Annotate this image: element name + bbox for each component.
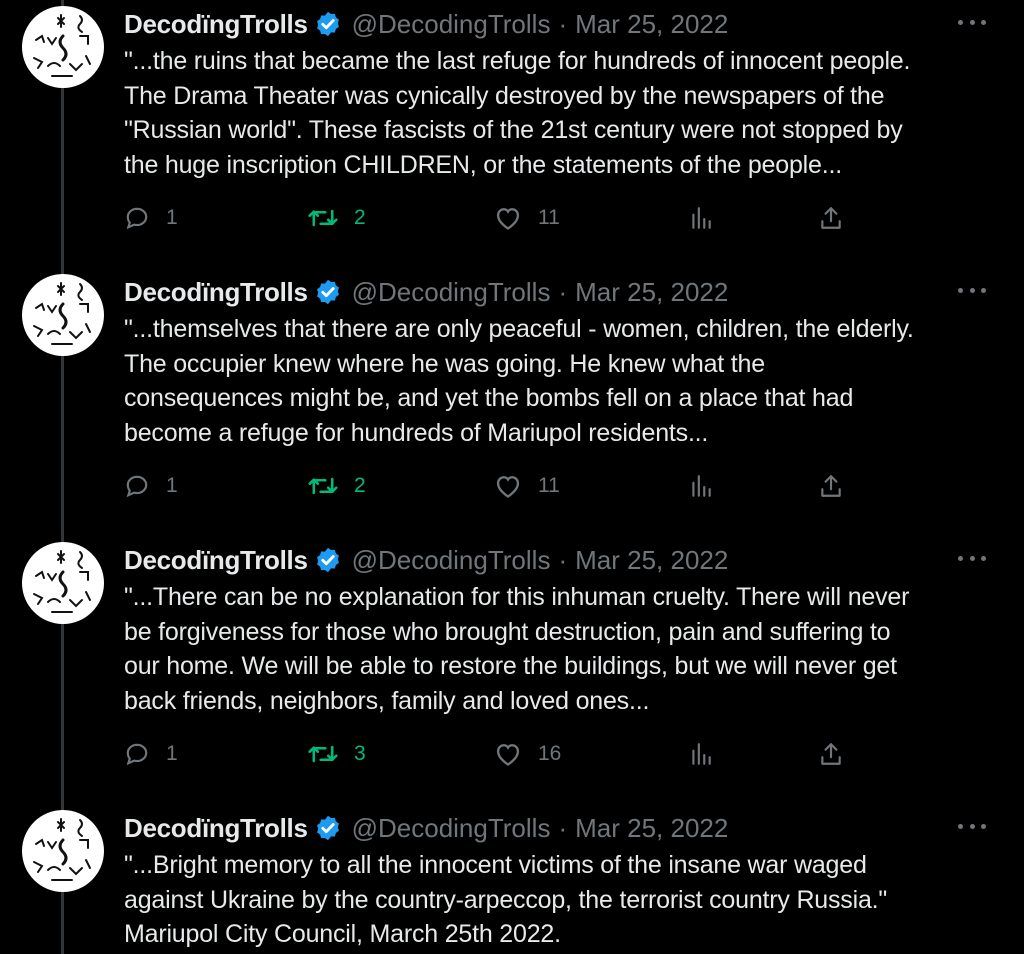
retweet-button[interactable] bbox=[308, 198, 366, 238]
tweet-header bbox=[124, 542, 728, 578]
reply-button[interactable] bbox=[124, 466, 178, 506]
share-button[interactable] bbox=[818, 734, 860, 774]
tweet-date[interactable]: Mar 25, 2022 bbox=[575, 8, 729, 39]
separator-dot: · bbox=[558, 544, 568, 575]
views-button[interactable] bbox=[688, 466, 730, 506]
more-options-icon[interactable] bbox=[958, 814, 986, 838]
tweet-date[interactable]: Mar 25, 2022 bbox=[575, 544, 729, 575]
retweet-icon bbox=[308, 473, 338, 499]
avatar[interactable] bbox=[22, 810, 104, 892]
like-button[interactable] bbox=[494, 198, 560, 238]
separator-dot: · bbox=[558, 8, 568, 39]
views-icon bbox=[688, 205, 714, 231]
display-name[interactable]: DecodïngTrolls bbox=[124, 8, 308, 39]
views-icon bbox=[688, 741, 714, 767]
avatar[interactable] bbox=[22, 542, 104, 624]
reply-count: 1 bbox=[166, 474, 178, 497]
tweet-text: "...the ruins that became the last refuge for hundreds of innocent people. The Drama Theater was cynically destroyed by the newspapers of the "Russian world". These fascists of the 21st century were not stopped by the huge inscription CHILDREN, or the statements of the people... bbox=[124, 47, 911, 179]
reply-icon bbox=[124, 741, 150, 767]
avatar-glyphs-image bbox=[22, 6, 104, 88]
separator-dot: · bbox=[558, 276, 568, 307]
avatar-glyphs-image bbox=[22, 274, 104, 356]
share-button[interactable] bbox=[818, 466, 860, 506]
handle[interactable]: @DecodingTrolls bbox=[351, 812, 551, 843]
tweet-date[interactable]: Mar 25, 2022 bbox=[575, 276, 729, 307]
like-button[interactable] bbox=[494, 734, 561, 774]
retweet-button[interactable] bbox=[308, 734, 366, 774]
tweet-date[interactable]: Mar 25, 2022 bbox=[575, 812, 729, 843]
more-options-icon[interactable] bbox=[958, 278, 986, 302]
tweet-actions bbox=[124, 734, 864, 774]
share-icon bbox=[818, 205, 844, 231]
reply-count: 1 bbox=[166, 206, 178, 229]
reply-count: 1 bbox=[166, 742, 178, 765]
views-icon bbox=[688, 473, 714, 499]
retweet-count: 2 bbox=[354, 206, 366, 229]
share-button[interactable] bbox=[818, 198, 860, 238]
display-name[interactable]: DecodïngTrolls bbox=[124, 276, 308, 307]
avatar[interactable] bbox=[22, 6, 104, 88]
reply-button[interactable] bbox=[124, 198, 178, 238]
tweet-actions bbox=[124, 466, 864, 506]
retweet-icon bbox=[308, 741, 338, 767]
tweet-text: "...themselves that there are only peaceful - women, children, the elderly. The occupier knew where he was going. He knew what the consequences might be, and yet the bombs fell on a place that had become a refuge for hundreds of Mariupol residents... bbox=[124, 315, 914, 447]
heart-icon bbox=[494, 741, 522, 767]
heart-icon bbox=[494, 205, 522, 231]
like-count: 11 bbox=[538, 206, 560, 229]
reply-icon bbox=[124, 205, 150, 231]
more-options-icon[interactable] bbox=[958, 546, 986, 570]
tweet-text: "...Bright memory to all the innocent victims of the insane war waged against Ukraine by the country-arpeccop, the terrorist country Russia." Mariupol City Council, March 25th 2022. bbox=[124, 851, 888, 948]
tweet[interactable] bbox=[0, 268, 1024, 536]
tweet-actions bbox=[124, 198, 864, 238]
tweet-text: "...There can be no explanation for this inhuman cruelty. There will never be forgiveness for those who brought destruction, pain and suffering to our home. We will be able to restore the buildings, but we will never get back friends, neighbors, family and loved ones... bbox=[124, 583, 910, 715]
tweet-header bbox=[124, 810, 728, 846]
verified-badge-icon bbox=[314, 546, 342, 574]
share-icon bbox=[818, 473, 844, 499]
display-name[interactable]: DecodïngTrolls bbox=[124, 544, 308, 575]
retweet-count: 3 bbox=[354, 742, 366, 765]
like-button[interactable] bbox=[494, 466, 560, 506]
like-count: 16 bbox=[538, 742, 562, 765]
retweet-button[interactable] bbox=[308, 466, 366, 506]
display-name[interactable]: DecodïngTrolls bbox=[124, 812, 308, 843]
verified-badge-icon bbox=[314, 814, 342, 842]
more-options-icon[interactable] bbox=[958, 10, 986, 34]
reply-button[interactable] bbox=[124, 734, 178, 774]
handle[interactable]: @DecodingTrolls bbox=[351, 276, 551, 307]
avatar-glyphs-image bbox=[22, 542, 104, 624]
tweet-header bbox=[124, 274, 728, 310]
tweet[interactable] bbox=[0, 536, 1024, 804]
verified-badge-icon bbox=[314, 10, 342, 38]
separator-dot: · bbox=[558, 812, 568, 843]
verified-badge-icon bbox=[314, 278, 342, 306]
tweet-header bbox=[124, 6, 728, 42]
share-icon bbox=[818, 741, 844, 767]
retweet-icon bbox=[308, 205, 338, 231]
avatar[interactable] bbox=[22, 274, 104, 356]
reply-icon bbox=[124, 473, 150, 499]
handle[interactable]: @DecodingTrolls bbox=[351, 8, 551, 39]
avatar-glyphs-image bbox=[22, 810, 104, 892]
like-count: 11 bbox=[538, 474, 560, 497]
tweet[interactable] bbox=[0, 0, 1024, 268]
handle[interactable]: @DecodingTrolls bbox=[351, 544, 551, 575]
tweet[interactable] bbox=[0, 804, 1024, 954]
retweet-count: 2 bbox=[354, 474, 366, 497]
views-button[interactable] bbox=[688, 198, 730, 238]
views-button[interactable] bbox=[688, 734, 730, 774]
heart-icon bbox=[494, 473, 522, 499]
